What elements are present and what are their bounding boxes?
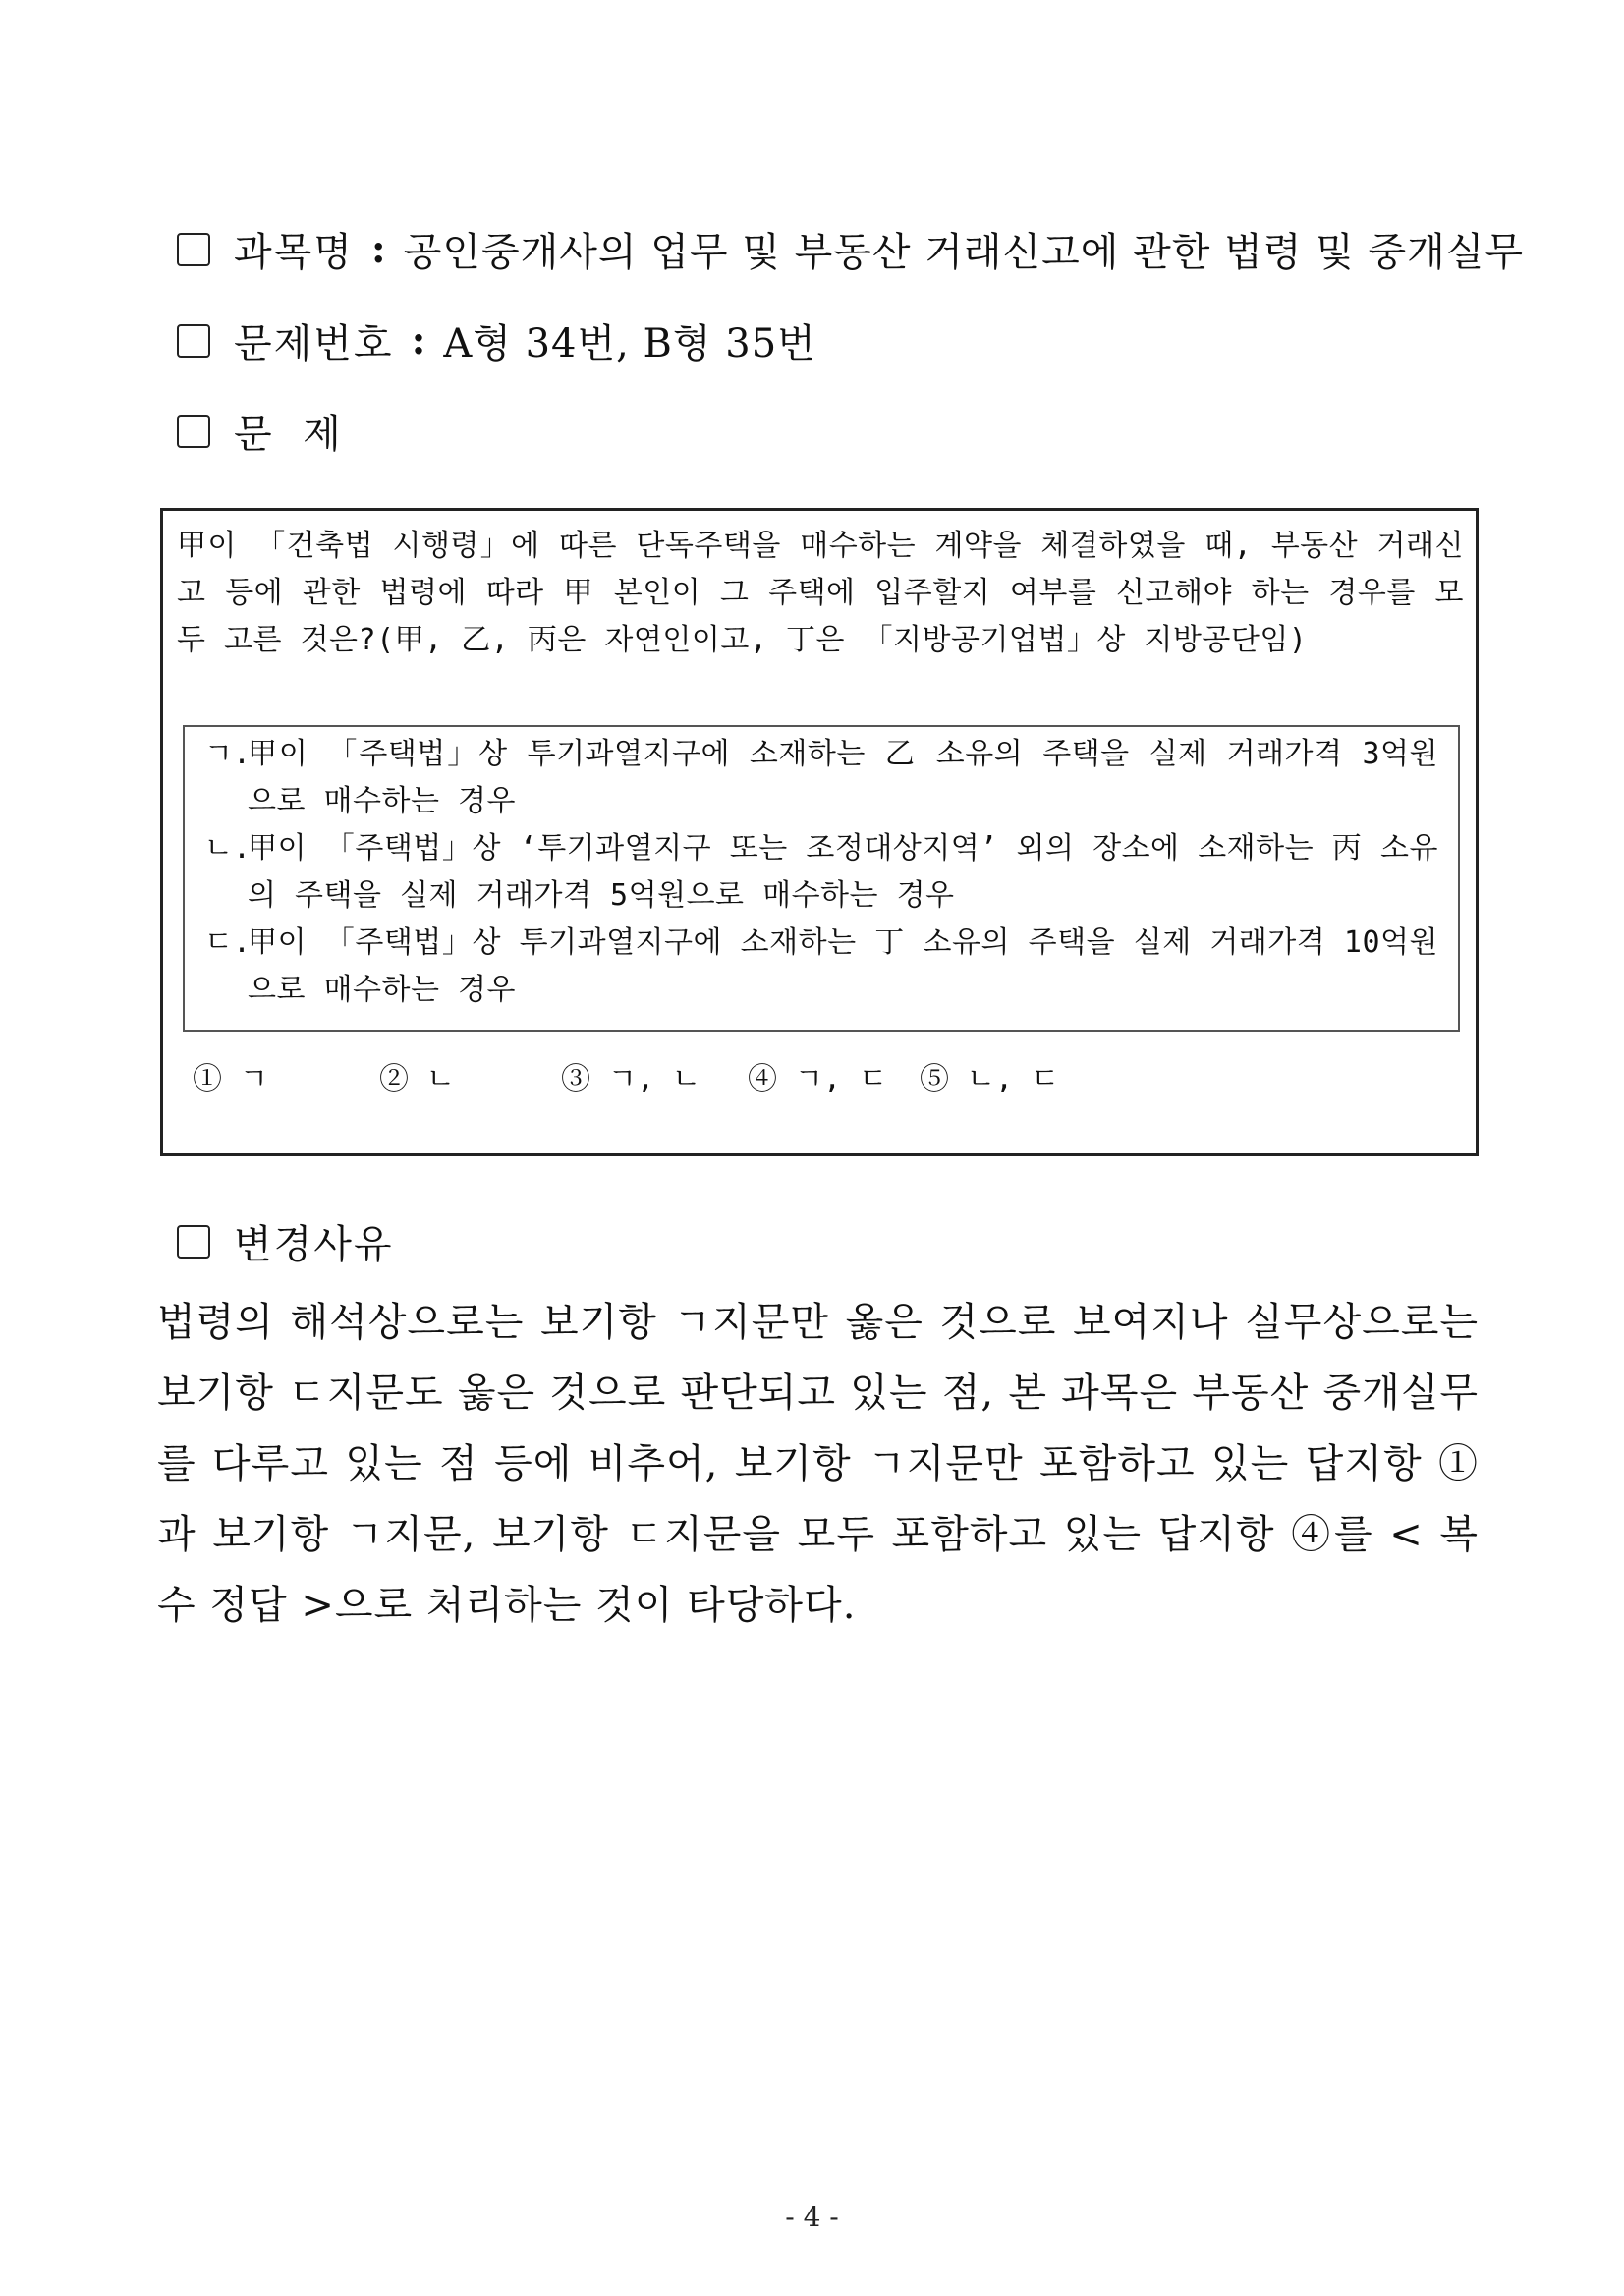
answer-choice-1: ① ㄱ — [193, 1062, 269, 1096]
problem-heading — [177, 403, 343, 459]
problem-checkbox — [177, 415, 210, 448]
statement-option — [204, 920, 1438, 1014]
statement-text: 甲이 「주택법」상 투기과열지구에 소재하는 丁 소유의 주택을 실제 거래가격 10억원으로 매수하는 경우 — [248, 925, 1438, 1007]
subject-colon: : — [370, 226, 386, 272]
statement-text: 甲이 「주택법」상 투기과열지구에 소재하는 乙 소유의 주택을 실제 거래가격 3억원으로 매수하는 경우 — [248, 737, 1438, 818]
question-number-label: 문제번호 — [234, 321, 394, 366]
answer-choices — [193, 1056, 1116, 1103]
question-number-checkbox — [177, 324, 210, 358]
answer-choice-5: ⑤ ㄴ, ㄷ — [920, 1062, 1060, 1096]
statement-mark: ㄷ. — [204, 925, 252, 960]
problem-label: 문 제 — [234, 412, 343, 457]
subject-value: 공인중개사의 업무 및 부동산 거래신고에 관한 법령 및 중개실무 — [403, 230, 1525, 275]
statement-text: 甲이 「주택법」상 ‘투기과열지구 또는 조정대상지역’ 외의 장소에 소재하는 丙 소유의 주택을 실제 거래가격 5억원으로 매수하는 경우 — [248, 831, 1438, 913]
page-number: - 4 - — [785, 2201, 839, 2233]
subject-checkbox — [177, 233, 210, 266]
subject-heading — [177, 221, 1524, 277]
change-reason-heading — [177, 1213, 394, 1269]
answer-choice-2: ② ㄴ — [379, 1062, 456, 1096]
change-reason-checkbox — [177, 1225, 210, 1259]
subject-label: 과목명 — [234, 230, 354, 275]
statement-option — [204, 731, 1438, 825]
statement-options-box — [183, 725, 1460, 1032]
statement-option — [204, 825, 1438, 920]
question-number-heading — [177, 312, 816, 368]
answer-choice-4: ④ ㄱ, ㄷ — [748, 1062, 888, 1096]
question-stem: 甲이 「건축법 시행령」에 따른 단독주택을 매수하는 계약을 체결하였을 때, 부동산 거래신고 등에 관한 법령에 따라 甲 본인이 그 주택에 입주할지 여부를 신고해야 하는 경우를 모두 고른 것은?(甲, 乙, 丙은 자연인이고, 丁은 「지방공기업법」상 지방공단임) — [177, 529, 1464, 657]
question-number-colon: : — [411, 317, 426, 364]
answer-choice-3: ③ ㄱ, ㄴ — [561, 1062, 701, 1096]
statement-mark: ㄴ. — [204, 831, 252, 866]
change-reason-text: 법령의 해석상으로는 보기항 ㄱ지문만 옳은 것으로 보여지나 실무상으로는 보기항 ㄷ지문도 옳은 것으로 판단되고 있는 점, 본 과목은 부동산 중개실무를 다루고 있는 점 등에 비추어, 보기항 ㄱ지문만 포함하고 있는 답지항 ①과 보기항 ㄱ지문, 보기항 ㄷ지문을 모두 포함하고 있는 답지항 ④를 < 복수 정답 >으로 처리하는 것이 타당하다. — [157, 1300, 1479, 1628]
change-reason-label: 변경사유 — [234, 1222, 394, 1267]
question-number-value: A형 34번, B형 35번 — [443, 321, 816, 366]
question-box — [160, 508, 1479, 1156]
statement-mark: ㄱ. — [204, 737, 252, 771]
